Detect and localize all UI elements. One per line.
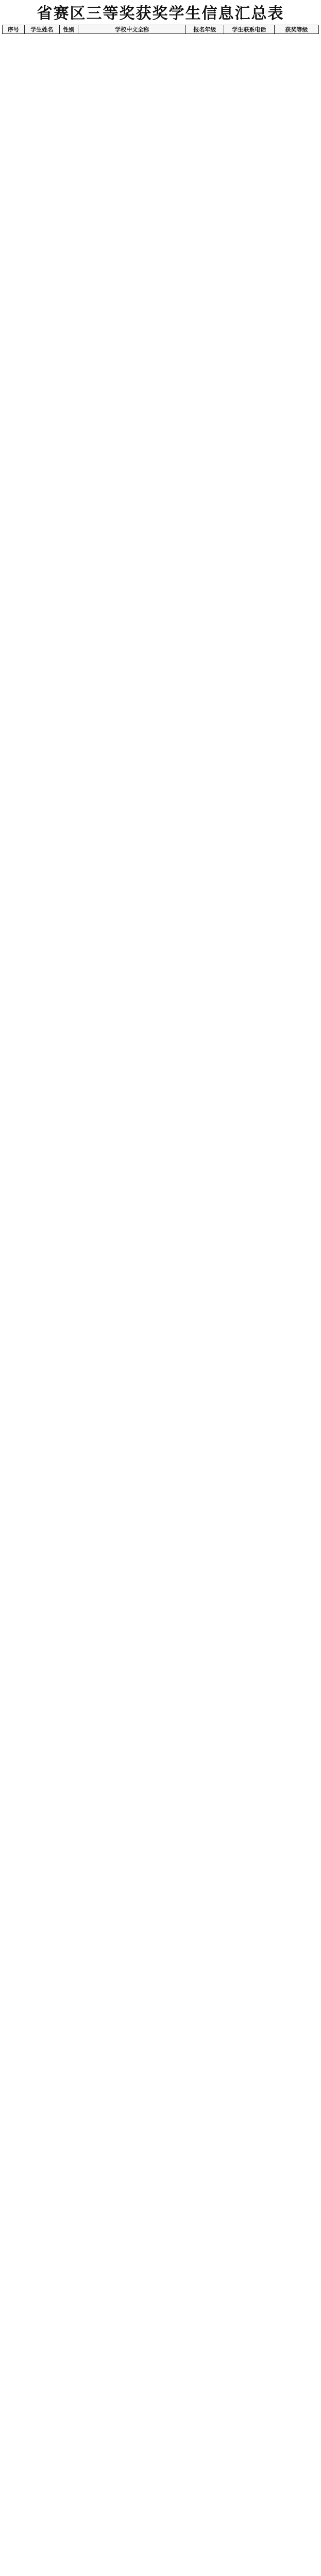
table-header-row <box>3 25 319 34</box>
header-seq: 序号 <box>3 25 25 34</box>
header-phone: 学生联系电话 <box>224 25 274 34</box>
header-school-name: 学校中文全称 <box>78 25 186 34</box>
awards-table <box>2 25 319 34</box>
header-grade: 报名年级 <box>186 25 224 34</box>
header-award-level: 获奖等级 <box>275 25 319 34</box>
document-title: 省赛区三等奖获奖学生信息汇总表 <box>37 5 284 23</box>
header-student-name: 学生姓名 <box>24 25 59 34</box>
header-gender: 性别 <box>59 25 78 34</box>
